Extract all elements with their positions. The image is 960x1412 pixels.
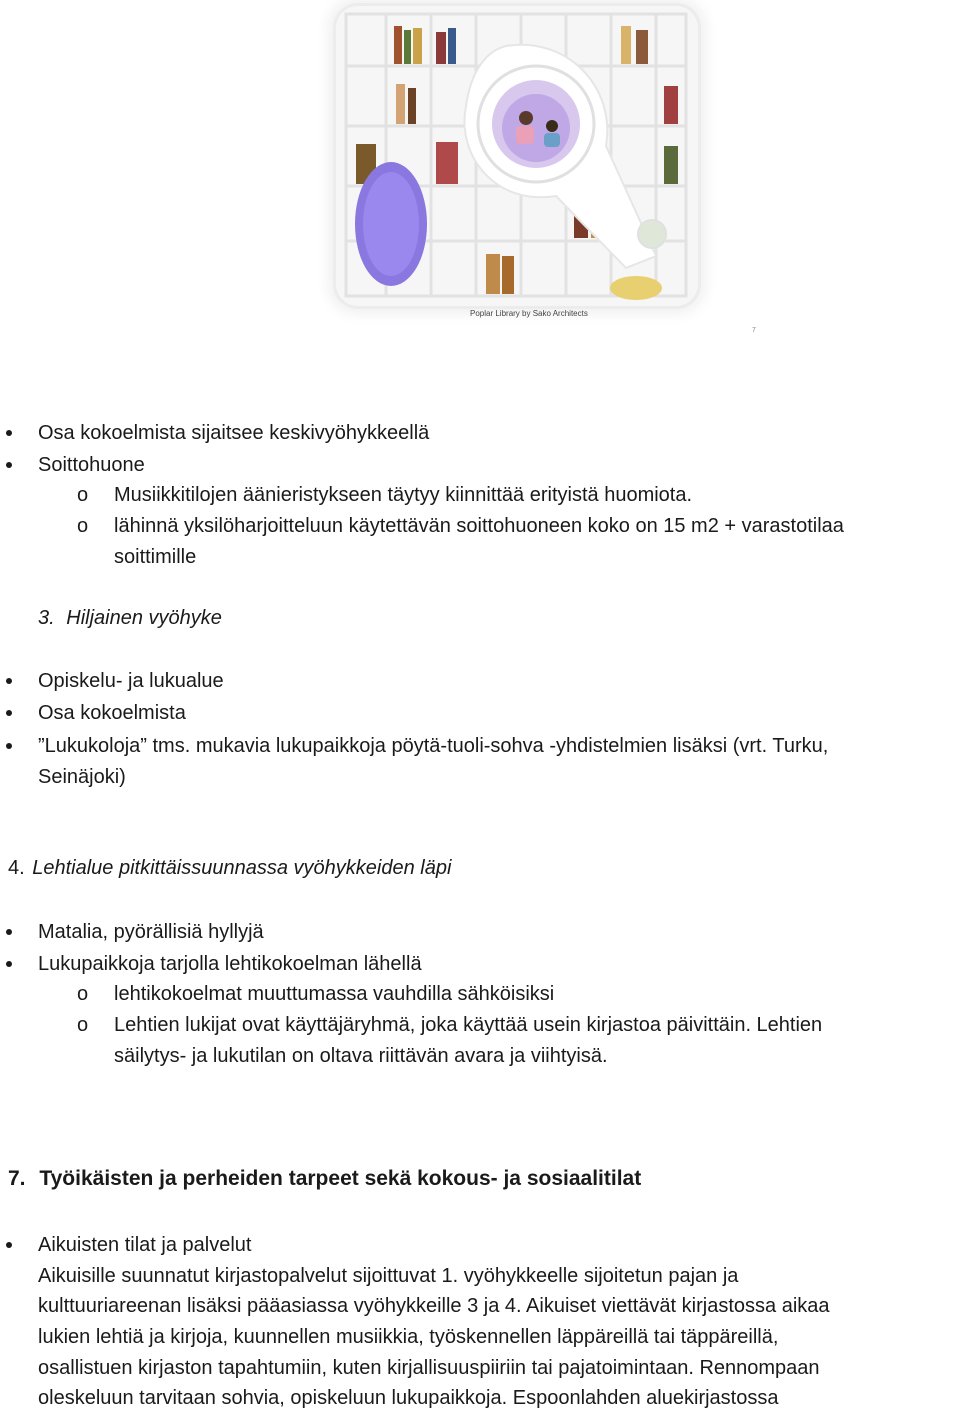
sub-bullet-marker: o bbox=[77, 983, 89, 1005]
sub-bullet-marker: o bbox=[77, 515, 89, 537]
section-number: 3. bbox=[38, 607, 55, 629]
list-item: Osa kokoelmista bbox=[38, 702, 186, 724]
bullet-dot bbox=[6, 430, 12, 436]
paragraph-line: oleskeluun tarvitaan sohvia, opiskeluun lukupaikkoja. Espoonlahden aluekirjastossa bbox=[38, 1387, 779, 1409]
section-number: 7. bbox=[8, 1167, 26, 1190]
paragraph-line: Aikuisille suunnatut kirjastopalvelut sijoittuvat 1. vyöhykkeelle sijoitetun pajan ja bbox=[38, 1265, 739, 1287]
section-number: 4. bbox=[8, 857, 25, 879]
section-4-heading bbox=[8, 854, 451, 882]
list-item: Matalia, pyörällisiä hyllyjä bbox=[38, 921, 264, 943]
sub-bullet-marker: o bbox=[77, 484, 89, 506]
section-title: Työikäisten ja perheiden tarpeet sekä kokous- ja sosiaalitilat bbox=[39, 1167, 642, 1190]
bullet-dot bbox=[6, 678, 12, 684]
section-title: Lehtialue pitkittäissuunnassa vyöhykkeiden läpi bbox=[32, 857, 452, 879]
list-item: Soittohuone bbox=[38, 454, 145, 476]
sub-list-item-continuation: soittimille bbox=[114, 546, 197, 568]
bullet-dot bbox=[6, 1242, 12, 1248]
list-item: Aikuisten tilat ja palvelut bbox=[38, 1234, 252, 1256]
section-title: Hiljainen vyöhyke bbox=[66, 607, 222, 629]
list-item: Opiskelu- ja lukualue bbox=[38, 670, 224, 692]
sub-list-item: lehtikokoelmat muuttumassa vauhdilla sähköisiksi bbox=[114, 983, 555, 1005]
page-number: 7 bbox=[752, 327, 756, 334]
list-item: ”Lukukoloja” tms. mukavia lukupaikkoja pöytä-tuoli-sohva -yhdistelmien lisäksi (vrt. Turku, bbox=[38, 735, 829, 757]
library-photo-figure bbox=[336, 6, 698, 306]
paragraph-line: lukien lehtiä ja kirjoja, kuunnellen musiikkia, työskennellen läppäreillä tai täppäreillä, bbox=[38, 1326, 779, 1348]
sub-bullet-marker: o bbox=[77, 1014, 89, 1036]
photo-caption: Poplar Library by Sako Architects bbox=[470, 309, 588, 318]
sub-list-item: lähinnä yksilöharjoitteluun käytettävän soittohuoneen koko on 15 m2 + varastotilaa bbox=[114, 515, 844, 537]
sub-list-item-continuation: säilytys- ja lukutilan on oltava riittävän avara ja viihtyisä. bbox=[114, 1045, 608, 1067]
bullet-dot bbox=[6, 743, 12, 749]
section-7-heading bbox=[8, 1165, 641, 1193]
list-item: Osa kokoelmista sijaitsee keskivyöhykkeellä bbox=[38, 422, 430, 444]
paragraph-line: osallistuen kirjaston tapahtumiin, kuten kirjallisuuspiiriin tai pajatoimintaan. Rennompaan bbox=[38, 1357, 820, 1379]
list-item-continuation: Seinäjoki) bbox=[38, 766, 126, 788]
paragraph-line: kulttuuriareenan lisäksi pääasiassa vyöhykkeille 3 ja 4. Aikuiset viettävät kirjastossa aikaa bbox=[38, 1295, 830, 1317]
sub-list-item: Musiikkitilojen äänieristykseen täytyy kiinnittää erityistä huomiota. bbox=[114, 484, 693, 506]
bullet-dot bbox=[6, 710, 12, 716]
bullet-dot bbox=[6, 929, 12, 935]
sub-list-item: Lehtien lukijat ovat käyttäjäryhmä, joka käyttää usein kirjastoa päivittäin. Lehtien bbox=[114, 1014, 823, 1036]
bullet-dot bbox=[6, 462, 12, 468]
bullet-dot bbox=[6, 961, 12, 967]
library-photo bbox=[336, 6, 698, 306]
list-item: Lukupaikkoja tarjolla lehtikokoelman lähellä bbox=[38, 953, 422, 975]
library-photo-illustration bbox=[336, 6, 698, 306]
section-3-heading bbox=[38, 604, 222, 632]
